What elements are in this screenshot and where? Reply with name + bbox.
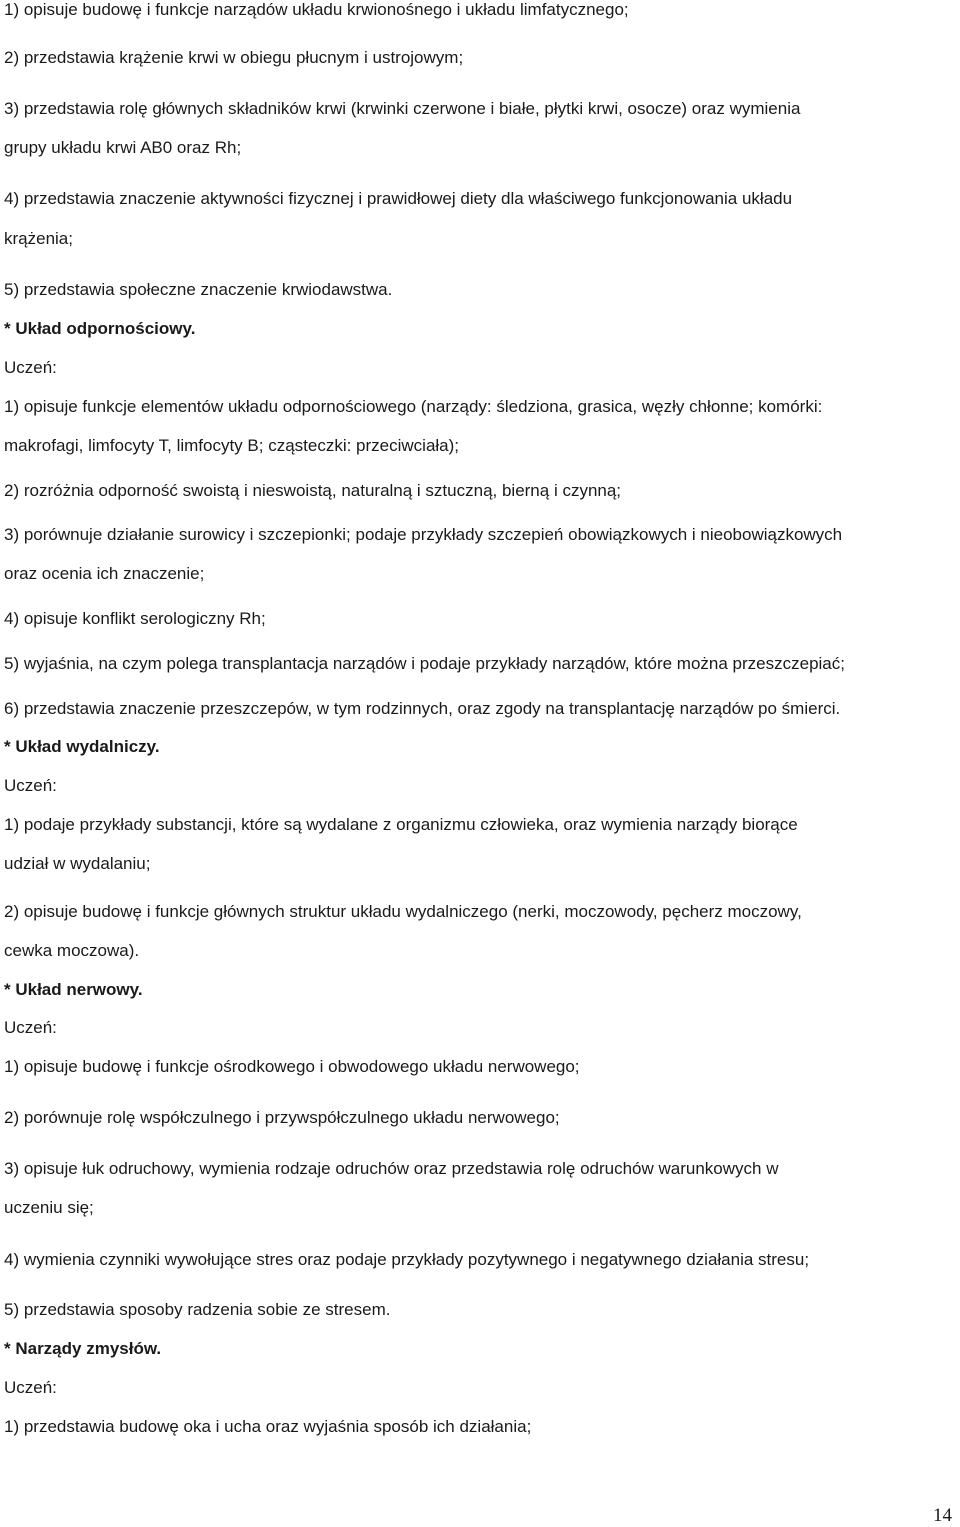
circulatory-item-2: 2) przedstawia krążenie krwi w obiegu płucnym i ustrojowym; <box>4 48 464 67</box>
nervous-item-2: 2) porównuje rolę współczulnego i przywspółczulnego układu nerwowego; <box>4 1108 560 1127</box>
immune-item-2: 2) rozróżnia odporność swoistą i nieswoistą, naturalną i sztuczną, bierną i czynną; <box>4 481 622 500</box>
immune-item-4: 4) opisuje konflikt serologiczny Rh; <box>4 609 266 628</box>
nervous-student-label: Uczeń: <box>4 1018 57 1037</box>
circulatory-item-4-line-1: 4) przedstawia znaczenie aktywności fizycznej i prawidłowej diety dla właściwego funkcjonowania układu <box>4 189 793 208</box>
circulatory-item-1: 1) opisuje budowę i funkcje narządów układu krwionośnego i układu limfatycznego; <box>4 0 629 19</box>
circulatory-item-3-line-1: 3) przedstawia rolę głównych składników krwi (krwinki czerwone i białe, płytki krwi, osocze) oraz wymienia <box>4 99 801 118</box>
immune-student-label: Uczeń: <box>4 358 57 377</box>
section-heading-excretory: * Układ wydalniczy. <box>4 737 160 756</box>
excretory-item-2-line-2: cewka moczowa). <box>4 941 140 960</box>
excretory-student-label: Uczeń: <box>4 776 57 795</box>
nervous-item-1: 1) opisuje budowę i funkcje ośrodkowego i obwodowego układu nerwowego; <box>4 1057 580 1076</box>
immune-item-3-line-2: oraz ocenia ich znaczenie; <box>4 564 205 583</box>
circulatory-item-5: 5) przedstawia społeczne znaczenie krwiodawstwa. <box>4 280 393 299</box>
section-heading-senses: * Narządy zmysłów. <box>4 1339 162 1358</box>
senses-student-label: Uczeń: <box>4 1378 57 1397</box>
senses-item-1: 1) przedstawia budowę oka i ucha oraz wyjaśnia sposób ich działania; <box>4 1417 532 1436</box>
excretory-item-1-line-1: 1) podaje przykłady substancji, które są wydalane z organizmu człowieka, oraz wymienia narządy biorące <box>4 815 798 834</box>
page-number: 14 <box>933 1505 952 1526</box>
circulatory-item-3-line-2: grupy układu krwi AB0 oraz Rh; <box>4 138 242 157</box>
immune-item-3-line-1: 3) porównuje działanie surowicy i szczepionki; podaje przykłady szczepień obowiązkowych i nieobowiązkowych <box>4 525 843 544</box>
nervous-item-3-line-1: 3) opisuje łuk odruchowy, wymienia rodzaje odruchów oraz przedstawia rolę odruchów warunkowych w <box>4 1159 779 1178</box>
section-heading-immune: * Układ odpornościowy. <box>4 319 196 338</box>
nervous-item-4: 4) wymienia czynniki wywołujące stres oraz podaje przykłady pozytywnego i negatywnego działania stresu; <box>4 1250 810 1269</box>
immune-item-6: 6) przedstawia znaczenie przeszczepów, w tym rodzinnych, oraz zgody na transplantację narządów po śmierci. <box>4 699 841 718</box>
nervous-item-3-line-2: uczeniu się; <box>4 1198 94 1217</box>
nervous-item-5: 5) przedstawia sposoby radzenia sobie ze stresem. <box>4 1300 391 1319</box>
excretory-item-2-line-1: 2) opisuje budowę i funkcje głównych struktur układu wydalniczego (nerki, moczowody, pęcherz moczowy, <box>4 902 802 921</box>
excretory-item-1-line-2: udział w wydalaniu; <box>4 854 151 873</box>
immune-item-1-line-2: makrofagi, limfocyty T, limfocyty B; cząsteczki: przeciwciała); <box>4 436 460 455</box>
immune-item-5: 5) wyjaśnia, na czym polega transplantacja narządów i podaje przykłady narządów, które można przeszczepiać; <box>4 654 845 673</box>
section-heading-nervous: * Układ nerwowy. <box>4 980 143 999</box>
circulatory-item-4-line-2: krążenia; <box>4 229 73 248</box>
immune-item-1-line-1: 1) opisuje funkcje elementów układu odpornościowego (narządy: śledziona, grasica, węzły chłonne; komórki: <box>4 397 823 416</box>
